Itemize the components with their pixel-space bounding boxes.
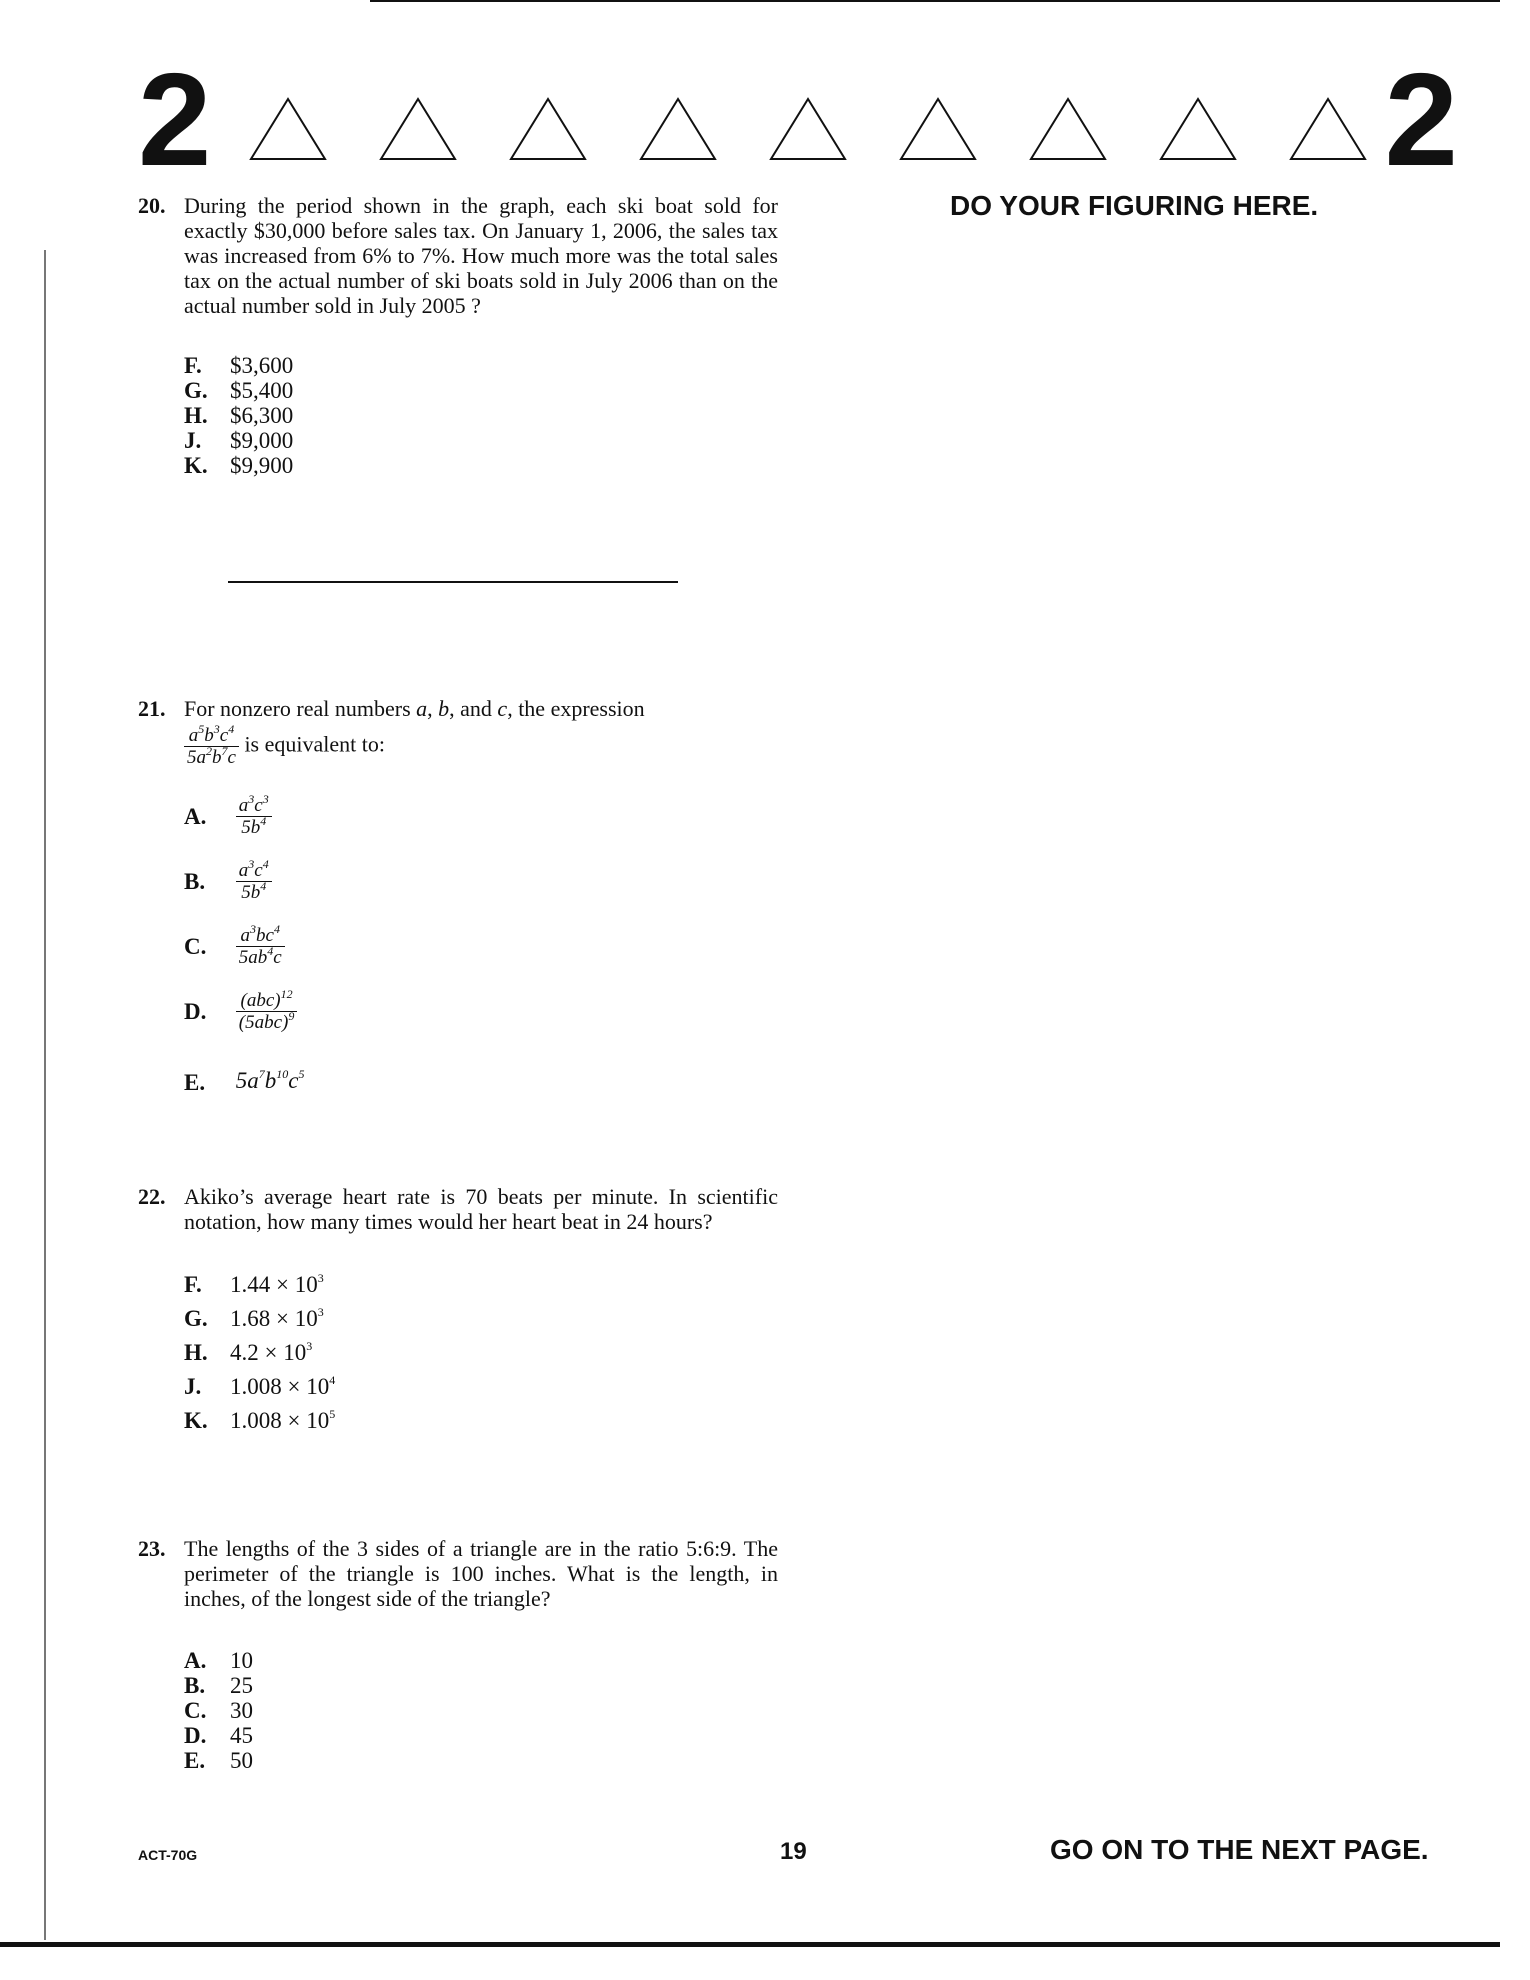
question-22 — [138, 1184, 778, 1234]
top-rule — [370, 0, 1500, 2]
section-divider — [228, 581, 678, 583]
question-text: During the period shown in the graph, each ski boat sold for exactly $30,000 before sales tax. On January 1, 2006, the sales tax was increased from 6% to 7%. How much more was the total sales tax on the actual number of ski boats sold in July 2006 than on the actual number sold in July 2005 ? — [184, 193, 778, 318]
answer-choice[interactable]: E. 50 — [184, 1748, 253, 1773]
triangle-icon — [1288, 96, 1368, 162]
form-code: ACT-70G — [138, 1847, 198, 1863]
page-number: 19 — [780, 1838, 807, 1865]
section-number-left: 2 — [138, 46, 212, 193]
answer-choice[interactable]: G. $1.68 \times 10^3$ — [184, 1305, 324, 1331]
answer-choice[interactable]: B. $\frac{a^3c^4}{5b^4}$ — [184, 860, 272, 903]
question-21: 21. For nonzero real numbers a, b, and c, the expression $\frac{a^5b^3c^4}{5a^2b^7c}$ is equivalent to: — [138, 696, 645, 768]
q20-choices — [184, 353, 293, 478]
answer-choice[interactable]: F. $3,600 — [184, 353, 294, 378]
question-text: The lengths of the 3 sides of a triangle are in the ratio 5:6:9. The perimeter of the triangle is 100 inches. What is the length, in inches, of the longest side of the triangle? — [184, 1536, 778, 1611]
question-23 — [138, 1536, 778, 1611]
triangle-icon — [638, 96, 718, 162]
bottom-rule — [0, 1942, 1500, 1947]
answer-choice[interactable]: K. $9,900 — [184, 453, 294, 478]
question-number: 21. — [138, 696, 166, 721]
section-banner — [138, 46, 1458, 193]
figuring-label: DO YOUR FIGURING HERE. — [950, 190, 1319, 221]
scan-margin-line — [44, 250, 46, 1940]
choice-fraction: $\frac{a^3c^4}{5b^4}$ — [236, 860, 272, 903]
triangle-icon — [898, 96, 978, 162]
q23-choices — [184, 1648, 253, 1773]
question-number: 22. — [138, 1184, 166, 1209]
answer-choice[interactable]: J. $9,000 — [184, 428, 294, 453]
q22-choices — [184, 1272, 335, 1442]
answer-choice[interactable]: A. $\frac{a^3c^3}{5b^4}$ — [184, 795, 272, 838]
triangle-icon — [768, 96, 848, 162]
answer-choice[interactable]: D. $\frac{(abc)^{12}}{(5abc)^9}$ — [184, 990, 297, 1033]
answer-choice[interactable]: G. $5,400 — [184, 378, 294, 403]
question-text: Akiko’s average heart rate is 70 beats per minute. In scientific notation, how many times would her heart beat in 24 hours? — [184, 1184, 778, 1234]
triangle-icon — [508, 96, 588, 162]
expression-fraction: $\frac{a^5b^3c^4}{5a^2b^7c}$ — [184, 725, 239, 768]
question-number: 20. — [138, 193, 166, 218]
answer-choice[interactable]: D. 45 — [184, 1723, 253, 1748]
choice-expression: $5a^7b^{10}c^5$ — [235, 1067, 305, 1093]
triangle-icon — [378, 96, 458, 162]
answer-choice[interactable]: A. 10 — [184, 1648, 253, 1673]
choice-fraction: $\frac{a^3c^3}{5b^4}$ — [236, 795, 272, 838]
answer-choice[interactable]: E. $5a^7b^{10}c^5$ — [184, 1067, 305, 1095]
answer-choice[interactable]: H. $4.2 \times 10^3$ — [184, 1339, 313, 1365]
question-20 — [138, 193, 778, 318]
next-page-notice: GO ON TO THE NEXT PAGE. — [1050, 1834, 1429, 1865]
answer-choice[interactable]: K. $1.008 \times 10^5$ — [184, 1407, 336, 1433]
triangle-icon — [1028, 96, 1108, 162]
answer-choice[interactable]: C. 30 — [184, 1698, 253, 1723]
question-number: 23. — [138, 1536, 166, 1561]
answer-choice[interactable]: B. 25 — [184, 1673, 253, 1698]
choice-fraction: $\frac{a^3bc^4}{5ab^4c}$ — [236, 925, 285, 968]
answer-choice[interactable]: H. $6,300 — [184, 403, 294, 428]
choice-fraction: $\frac{(abc)^{12}}{(5abc)^9}$ — [236, 990, 298, 1033]
triangle-icon — [1158, 96, 1238, 162]
answer-choice[interactable]: C. $\frac{a^3bc^4}{5ab^4c}$ — [184, 925, 285, 968]
answer-choice[interactable]: J. $1.008 \times 10^4$ — [184, 1373, 336, 1399]
section-number-right: 2 — [1384, 46, 1458, 193]
answer-choice[interactable]: F. $1.44 \times 10^3$ — [184, 1271, 324, 1297]
triangle-icon — [248, 96, 328, 162]
